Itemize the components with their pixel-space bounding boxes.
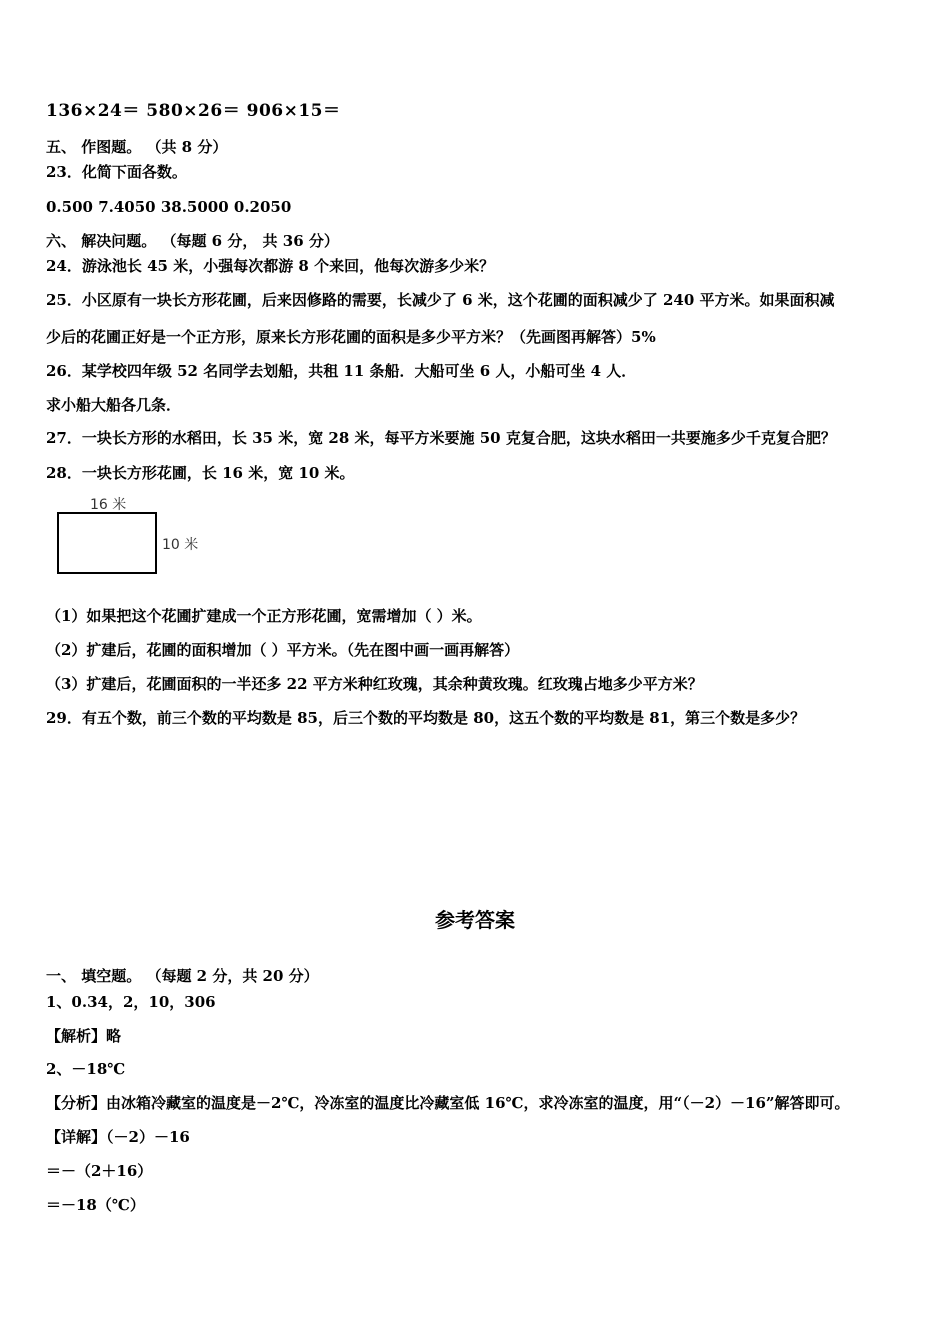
answer-1-analysis: 【解析】略 — [46, 1027, 122, 1045]
answer-1: 1、0.34，2，10，306 — [46, 993, 216, 1011]
question-28-part-2: （2）扩建后，花圃的面积增加（ ）平方米。（先在图中画一画再解答） — [46, 641, 520, 659]
answer-2-detail: 【详解】（－2）－16 — [46, 1128, 190, 1146]
question-23: 23．化简下面各数。 — [46, 163, 187, 181]
question-23-numbers: 0.500 7.4050 38.5000 0.2050 — [46, 198, 292, 216]
figure-rectangle — [57, 512, 157, 574]
question-24: 24．游泳池长 45 米，小强每次都游 8 个来回，他每次游多少米？ — [46, 257, 495, 275]
answer-2-analysis: 【分析】由冰箱冷藏室的温度是－2℃，冷冻室的温度比冷藏室低 16℃，求冷冻室的温度，用“（－2）－16”解答即可。 — [46, 1094, 850, 1112]
figure-length-label: 16 米 — [90, 497, 127, 513]
section-five-heading: 五、 作图题。 （共 8 分） — [46, 138, 228, 156]
question-26-line-1: 26．某学校四年级 52 名同学去划船，共租 11 条船．大船可坐 6 人，小船可坐 4 人． — [46, 362, 637, 380]
answer-section-heading: 一、 填空题。 （每题 2 分，共 20 分） — [46, 967, 319, 985]
question-25-line-2: 少后的花圃正好是一个正方形，原来长方形花圃的面积是多少平方米？（先画图再解答）5% — [46, 328, 656, 346]
question-26-line-2: 求小船大船各几条． — [46, 396, 182, 414]
question-28-part-3: （3）扩建后，花圃面积的一半还多 22 平方米种红玫瑰，其余种黄玫瑰。红玫瑰占地多少平方米？ — [46, 675, 703, 693]
question-25-line-1: 25．小区原有一块长方形花圃，后来因修路的需要，长减少了 6 米，这个花圃的面积减少了 240 平方米。如果面积减 — [46, 291, 835, 309]
question-28-part-1: （1）如果把这个花圃扩建成一个正方形花圃，宽需增加（ ）米。 — [46, 607, 482, 625]
answer-title: 参考答案 — [435, 908, 515, 932]
answer-2-step-1: ＝－（2＋16） — [46, 1162, 153, 1180]
section-six-heading: 六、 解决问题。 （每题 6 分， 共 36 分） — [46, 232, 339, 250]
figure-width-label: 10 米 — [162, 537, 199, 553]
answer-2: 2、－18℃ — [46, 1060, 126, 1078]
question-29: 29．有五个数，前三个数的平均数是 85，后三个数的平均数是 80，这五个数的平均数是 81，第三个数是多少？ — [46, 709, 806, 727]
answer-2-step-2: ＝－18（℃） — [46, 1196, 145, 1214]
question-28: 28．一块长方形花圃，长 16 米，宽 10 米。 — [46, 464, 355, 482]
question-27: 27．一块长方形的水稻田，长 35 米，宽 28 米，每平方米要施 50 克复合肥，这块水稻田一共要施多少千克复合肥？ — [46, 429, 836, 447]
calc-problems: 136×24＝ 580×26＝ 906×15＝ — [46, 101, 341, 121]
rectangle-figure — [52, 492, 212, 582]
